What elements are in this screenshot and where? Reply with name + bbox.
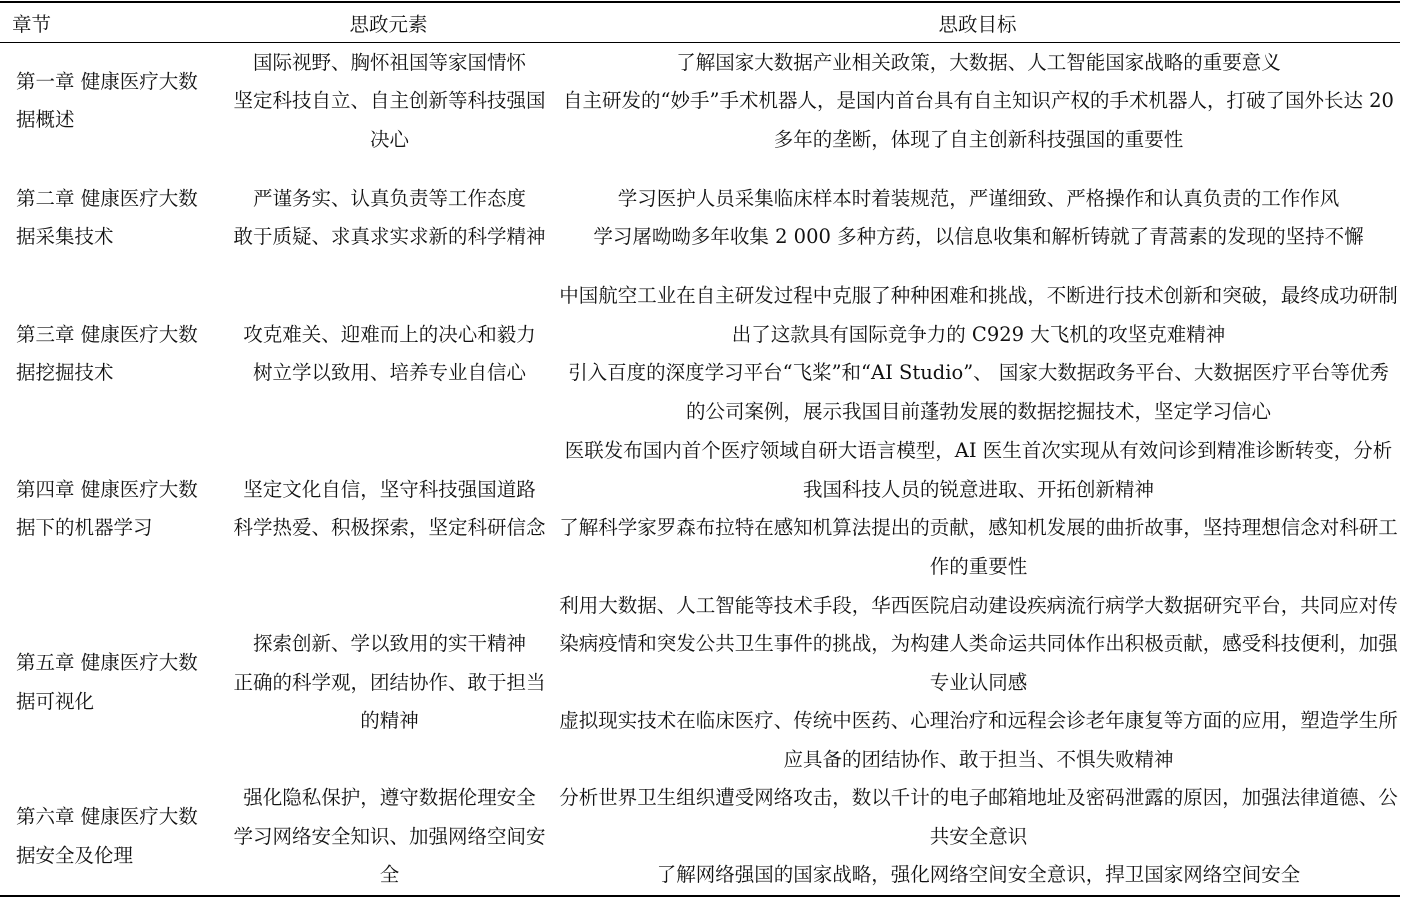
elements-cell [222, 432, 555, 587]
goals-cell [555, 779, 1400, 896]
table-row [0, 779, 1400, 896]
element-item: 攻克难关、迎难而上的决心和毅力 [243, 322, 536, 346]
element-item: 强化隐私保护，遵守数据伦理安全 [243, 786, 536, 809]
goal-item: 分析世界卫生组织遭受网络攻击，数以千计的电子邮箱地址及密码泄露的原因，加强法律道德、公共安全意识 [559, 786, 1398, 848]
table-row [0, 432, 1400, 587]
chapter-cell: 第六章 健康医疗大数据安全及伦理 [16, 805, 198, 867]
goal-item: 中国航空工业在自主研发过程中克服了种种困难和挑战，不断进行技术创新和突破，最终成功研制出了这款具有国际竞争力的 C929 大飞机的攻坚克难精神 [559, 284, 1398, 346]
element-item: 探索创新、学以致用的实干精神 [252, 632, 526, 655]
table-row [0, 43, 1400, 160]
goal-item: 自主研发的“妙手”手术机器人，是国内首台具有自主知识产权的手术机器人，打破了国外长达 20 多年的垄断，体现了自主创新科技强国的重要性 [563, 89, 1394, 151]
goal-item: 了解国家大数据产业相关政策，大数据、人工智能国家战略的重要意义 [676, 50, 1281, 74]
elements-cell [222, 779, 555, 896]
table-row [0, 160, 1400, 277]
goals-cell [555, 587, 1400, 780]
chapter-cell: 第四章 健康医疗大数据下的机器学习 [16, 477, 198, 539]
goals-cell [555, 43, 1400, 160]
goal-item: 了解网络强国的国家战略，强化网络空间安全意识，捍卫国家网络空间安全 [656, 863, 1301, 886]
chapter-cell: 第五章 健康医疗大数据可视化 [16, 651, 198, 713]
element-item: 正确的科学观，团结协作、敢于担当的精神 [233, 670, 546, 732]
element-item: 学习网络安全知识、加强网络空间安全 [233, 824, 546, 886]
goal-item: 学习屠呦呦多年收集 2 000 多种方药，以信息收集和解析铸就了青蒿素的发现的坚持不懈 [593, 225, 1364, 248]
elements-cell [222, 160, 555, 277]
goal-item: 利用大数据、人工智能等技术手段，华西医院启动建设疾病流行病学大数据研究平台，共同应对传染病疫情和突发公共卫生事件的挑战，为构建人类命运共同体作出积极贡献，感受科技便利，加强专业认同感 [559, 593, 1398, 694]
elements-cell [222, 277, 555, 432]
element-item: 国际视野、胸怀祖国等家国情怀 [252, 50, 526, 74]
chapter-cell: 第一章 健康医疗大数据概述 [16, 69, 198, 132]
element-item: 严谨务实、认真负责等工作态度 [252, 186, 526, 210]
element-item: 科学热爱、积极探索，坚定科研信念 [233, 516, 546, 539]
goals-cell [555, 432, 1400, 587]
elements-cell [222, 587, 555, 780]
header-row [0, 2, 1400, 43]
element-item: 树立学以致用、培养专业自信心 [252, 361, 526, 384]
header-goals: 思政目标 [555, 2, 1400, 43]
goals-cell [555, 160, 1400, 277]
element-item: 坚定文化自信，坚守科技强国道路 [243, 477, 536, 501]
header-elements: 思政元素 [222, 2, 555, 43]
table-row [0, 277, 1400, 432]
chapter-cell: 第三章 健康医疗大数据挖掘技术 [16, 322, 198, 384]
goal-item: 虚拟现实技术在临床医疗、传统中医药、心理治疗和远程会诊老年康复等方面的应用，塑造学生所应具备的团结协作、敢于担当、不惧失败精神 [559, 709, 1398, 771]
chapter-cell: 第二章 健康医疗大数据采集技术 [16, 186, 198, 248]
element-item: 敢于质疑、求真求实求新的科学精神 [233, 225, 546, 248]
header-chapter: 章节 [0, 2, 222, 43]
goal-item: 引入百度的深度学习平台“飞桨”和“AI Studio”、 国家大数据政务平台、大数据医疗平台等优秀的公司案例，展示我国目前蓬勃发展的数据挖掘技术，坚定学习信心 [568, 361, 1389, 423]
elements-cell [222, 43, 555, 160]
goals-cell [555, 277, 1400, 432]
table-row [0, 587, 1400, 780]
goal-item: 医联发布国内首个医疗领域自研大语言模型，AI 医生首次实现从有效问诊到精准诊断转变，分析我国科技人员的锐意进取、开拓创新精神 [564, 439, 1393, 501]
element-item: 坚定科技自立、自主创新等科技强国决心 [233, 89, 546, 151]
curriculum-table [0, 1, 1400, 897]
goal-item: 学习医护人员采集临床样本时着装规范，严谨细致、严格操作和认真负责的工作作风 [617, 186, 1340, 210]
goal-item: 了解科学家罗森布拉特在感知机算法提出的贡献，感知机发展的曲折故事，坚持理想信念对科研工作的重要性 [559, 516, 1398, 578]
